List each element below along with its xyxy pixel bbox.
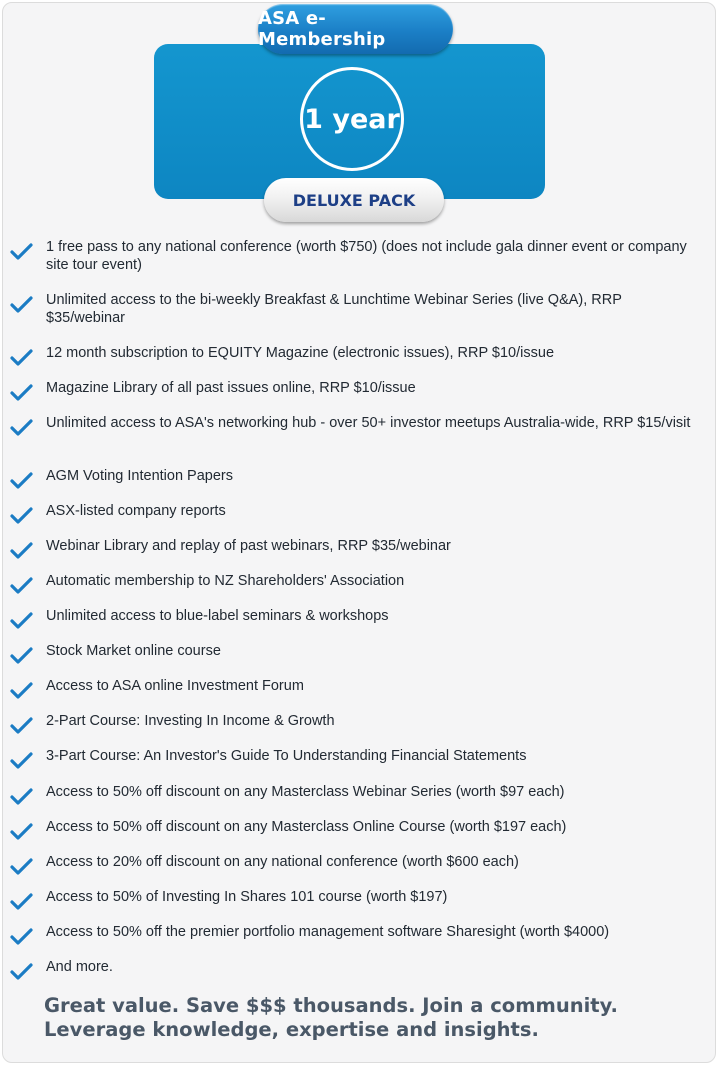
duration-circle	[300, 67, 404, 171]
feature-text: Unlimited access to the bi-weekly Breakfast & Lunchtime Webinar Series (live Q&A), RRP $35/webinar	[46, 292, 622, 326]
check-icon	[8, 786, 36, 808]
pack-label: DELUXE PACK	[292, 190, 416, 210]
feature-text: Access to 50% off discount on any Masterclass Online Course (worth $197 each)	[46, 819, 567, 835]
check-icon	[8, 821, 36, 843]
check-icon	[8, 961, 36, 983]
tagline-line-1: Great value. Save $$$ thousands. Join a community.	[44, 994, 618, 1017]
check-icon	[8, 645, 36, 667]
check-icon	[8, 417, 36, 439]
check-icon	[8, 241, 36, 263]
feature-text: AGM Voting Intention Papers	[46, 468, 233, 484]
feature-text: Access to 50% of Investing In Shares 101 course (worth $197)	[46, 889, 448, 905]
check-icon	[8, 294, 36, 316]
feature-text: 1 free pass to any national conference (worth $750) (does not include gala dinner event or company site tour event)	[46, 239, 687, 273]
membership-title: ASA e-Membership	[258, 8, 386, 50]
feature-text: Webinar Library and replay of past webinars, RRP $35/webinar	[46, 538, 451, 554]
feature-text: Access to 50% off the premier portfolio management software Sharesight (worth $4000)	[46, 924, 610, 940]
feature-text: Unlimited access to blue-label seminars & workshops	[46, 608, 389, 624]
feature-text: 12 month subscription to EQUITY Magazine (electronic issues), RRP $10/issue	[46, 345, 555, 361]
feature-text: Access to ASA online Investment Forum	[46, 678, 304, 694]
feature-text: Stock Market online course	[46, 643, 221, 659]
pack-badge	[264, 178, 444, 222]
tagline	[44, 994, 704, 1042]
duration-label: 1 year	[304, 103, 400, 135]
check-icon	[8, 347, 36, 369]
tagline-line-2: Leverage knowledge, expertise and insights.	[44, 1018, 539, 1041]
feature-text: Automatic membership to NZ Shareholders' Association	[46, 573, 405, 589]
check-icon	[8, 926, 36, 948]
check-icon	[8, 891, 36, 913]
check-icon	[8, 470, 36, 492]
feature-text: Unlimited access to ASA's networking hub - over 50+ investor meetups Australia-wide, RRP $15/visit	[46, 415, 691, 431]
check-icon	[8, 575, 36, 597]
check-icon	[8, 750, 36, 772]
feature-text: 2-Part Course: Investing In Income & Growth	[46, 713, 335, 729]
feature-text: 3-Part Course: An Investor's Guide To Understanding Financial Statements	[46, 748, 527, 764]
check-icon	[8, 505, 36, 527]
check-icon	[8, 540, 36, 562]
membership-title-badge	[258, 4, 453, 54]
feature-text: And more.	[46, 959, 113, 975]
check-icon	[8, 382, 36, 404]
check-icon	[8, 680, 36, 702]
feature-text: ASX-listed company reports	[46, 503, 226, 519]
feature-text: Access to 50% off discount on any Masterclass Webinar Series (worth $97 each)	[46, 784, 565, 800]
feature-text: Access to 20% off discount on any national conference (worth $600 each)	[46, 854, 519, 870]
feature-text: Magazine Library of all past issues online, RRP $10/issue	[46, 380, 416, 396]
check-icon	[8, 715, 36, 737]
check-icon	[8, 856, 36, 878]
check-icon	[8, 610, 36, 632]
